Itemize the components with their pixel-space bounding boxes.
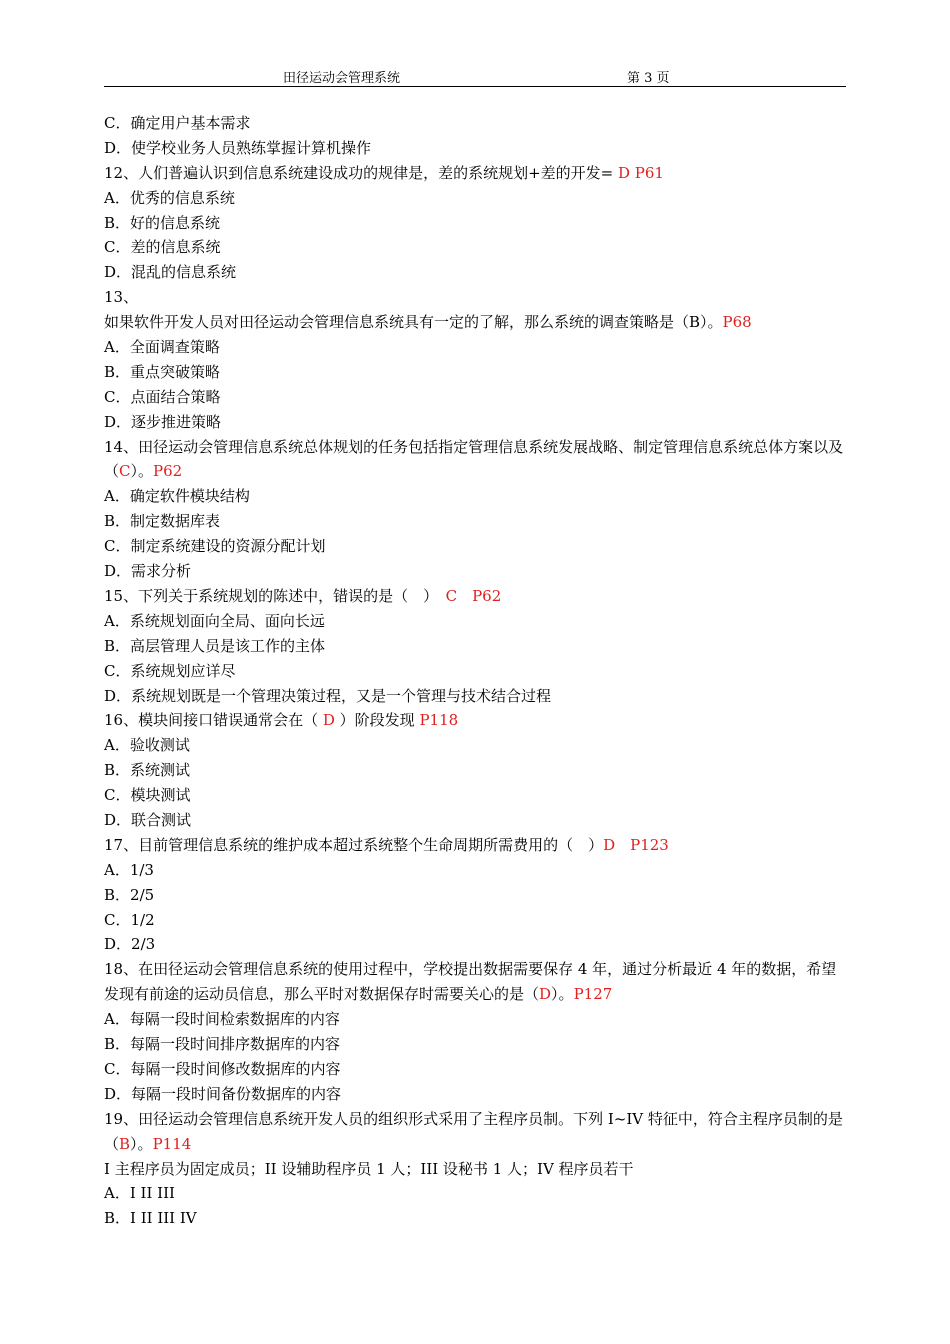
answer-mark: P62 (153, 462, 183, 481)
line-text: D．使学校业务人员熟练掌握计算机操作 (104, 138, 372, 157)
line-text: A．优秀的信息系统 (104, 188, 235, 207)
text-line (104, 808, 849, 833)
line-text: D．混乱的信息系统 (104, 263, 237, 282)
text-line (104, 659, 849, 684)
line-text: B．好的信息系统 (104, 213, 221, 232)
text-line (104, 584, 849, 609)
line-text: 13、 (104, 288, 139, 307)
line-text: C．系统规划应详尽 (104, 661, 236, 680)
text-line (104, 360, 849, 385)
text-line (104, 136, 849, 161)
text-line (104, 684, 849, 709)
text-line (104, 634, 849, 659)
text-line (104, 733, 849, 758)
document-body (104, 111, 849, 1231)
line-text: D．联合测试 (104, 810, 192, 829)
line-text: A．每隔一段时间检索数据库的内容 (104, 1010, 340, 1029)
text-line (104, 186, 849, 211)
line-text: ）。 (130, 462, 154, 481)
line-text: I 主程序员为固定成员；II 设辅助程序员 1 人；III 设秘书 1 人；IV 程序员若干 (104, 1159, 634, 1178)
text-line (104, 484, 849, 509)
text-line (104, 1157, 849, 1182)
text-line (104, 235, 849, 260)
answer-mark: D (322, 711, 335, 730)
text-line (104, 509, 849, 534)
text-line (104, 1181, 849, 1206)
line-text: 18、在田径运动会管理信息系统的使用过程中，学校提出数据需要保存 4 年，通过分析最近 4 年的数据，希望发现有前途的运动员信息，那么平时对数据保存时需要关心的是（ (104, 960, 837, 1004)
text-line (104, 609, 849, 634)
text-line (104, 833, 849, 858)
answer-mark: P68 (722, 313, 752, 332)
line-text: B．I II III IV (104, 1209, 197, 1228)
line-text: A．I II III (104, 1184, 175, 1203)
header-page-number: 第 3 页 (627, 71, 670, 86)
line-text: B．每隔一段时间排序数据库的内容 (104, 1035, 341, 1054)
line-text: A．验收测试 (104, 736, 190, 755)
text-line (104, 908, 849, 933)
text-line (104, 883, 849, 908)
page-header (104, 64, 846, 87)
answer-mark: C P62 (445, 586, 502, 605)
text-line (104, 161, 849, 186)
answer-mark: P114 (152, 1134, 192, 1153)
line-text: D．需求分析 (104, 562, 192, 581)
line-text: 14、田径运动会管理信息系统总体规划的任务包括指定管理信息系统发展战略、制定管理信息系统总体方案以及（ (104, 437, 844, 481)
line-text: A．确定软件模块结构 (104, 487, 250, 506)
text-line (104, 858, 849, 883)
text-line (104, 932, 849, 957)
line-text: B．重点突破策略 (104, 362, 221, 381)
line-text: ）阶段发现 (334, 711, 420, 730)
text-line (104, 1082, 849, 1107)
text-line (104, 559, 849, 584)
line-text: D．逐步推进策略 (104, 412, 222, 431)
text-line (104, 310, 849, 335)
line-text: C．1/2 (104, 910, 155, 929)
answer-mark: D P61 (618, 163, 664, 182)
line-text: B．2/5 (104, 885, 155, 904)
text-line (104, 410, 849, 435)
text-line (104, 708, 849, 733)
line-text: A．1/3 (104, 860, 154, 879)
answer-mark: P118 (419, 711, 459, 730)
line-text: C．每隔一段时间修改数据库的内容 (104, 1059, 341, 1078)
text-line (104, 1107, 849, 1157)
text-line (104, 1057, 849, 1082)
text-line (104, 783, 849, 808)
text-line (104, 1007, 849, 1032)
text-line (104, 1032, 849, 1057)
line-text: 17、目前管理信息系统的维护成本超过系统整个生命周期所需费用的（ ） (104, 835, 604, 854)
text-line (104, 957, 849, 1007)
answer-mark: B (119, 1134, 131, 1153)
line-text: B．制定数据库表 (104, 512, 221, 531)
text-line (104, 285, 849, 310)
line-text: A．系统规划面向全局、面向长远 (104, 611, 325, 630)
text-line (104, 211, 849, 236)
line-text: ）。 (130, 1134, 153, 1153)
line-text: B．高层管理人员是该工作的主体 (104, 636, 326, 655)
line-text: 如果软件开发人员对田径运动会管理信息系统具有一定的了解，那么系统的调查策略是（B）。 (104, 313, 723, 332)
header-title: 田径运动会管理系统 (283, 71, 401, 86)
text-line (104, 385, 849, 410)
text-line (104, 111, 849, 136)
line-text: D．2/3 (104, 935, 156, 954)
text-line (104, 260, 849, 285)
text-line (104, 335, 849, 360)
answer-mark: D P123 (603, 835, 669, 854)
line-text: C．点面结合策略 (104, 387, 221, 406)
answer-mark: D (539, 985, 552, 1004)
text-line (104, 534, 849, 559)
line-text: C．制定系统建设的资源分配计划 (104, 537, 326, 556)
line-text: 19、田径运动会管理信息系统开发人员的组织形式采用了主程序员制。下列 I~IV 特征中，符合主程序员制的是（ (104, 1109, 843, 1153)
line-text: 12、人们普遍认识到信息系统建设成功的规律是，差的系统规划+差的开发= (104, 163, 618, 182)
line-text: C．确定用户基本需求 (104, 114, 251, 132)
line-text: 15、下列关于系统规划的陈述中，错误的是（ ） (104, 586, 446, 605)
line-text: 16、模块间接口错误通常会在（ (104, 711, 323, 730)
text-line (104, 758, 849, 783)
line-text: C．模块测试 (104, 786, 191, 805)
answer-mark: C (119, 462, 131, 481)
line-text: A．全面调查策略 (104, 338, 220, 357)
answer-mark: P127 (573, 985, 613, 1004)
line-text: D．每隔一段时间备份数据库的内容 (104, 1084, 342, 1103)
line-text: ）。 (551, 985, 574, 1004)
line-text: D．系统规划既是一个管理决策过程，又是一个管理与技术结合过程 (104, 686, 552, 705)
text-line (104, 1206, 849, 1231)
text-line (104, 435, 849, 485)
line-text: C．差的信息系统 (104, 238, 221, 257)
line-text: B．系统测试 (104, 761, 191, 780)
